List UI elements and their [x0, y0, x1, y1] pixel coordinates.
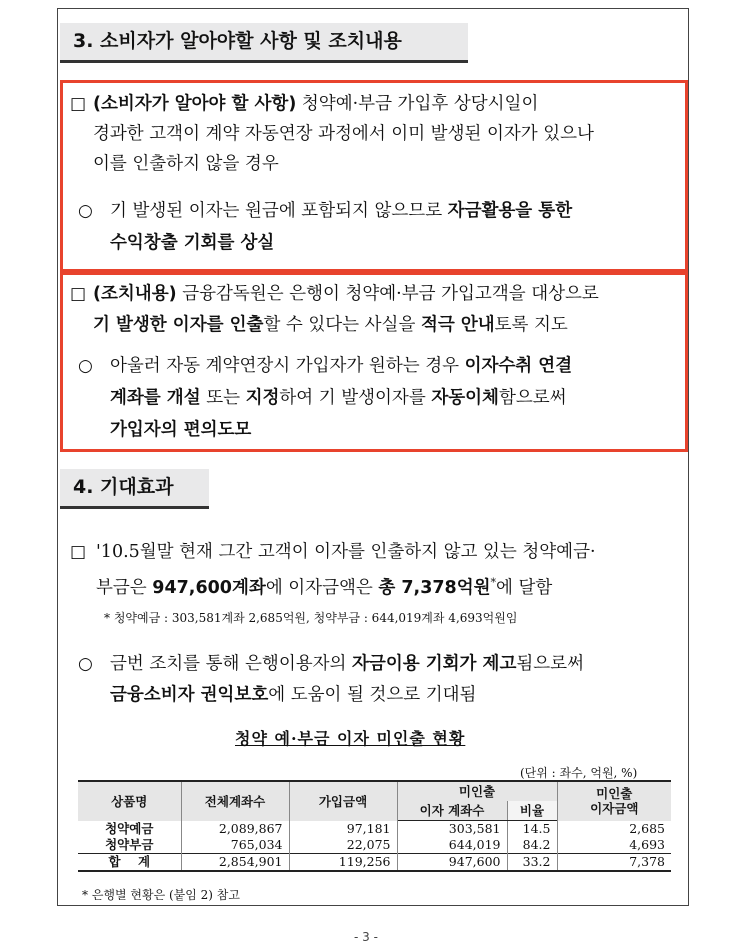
table-footnote: * 은행별 현황은 (붙임 2) 참고 — [82, 888, 240, 902]
cell-total: 2,854,901 — [181, 854, 289, 872]
cell-ratio: 84.2 — [507, 837, 557, 854]
action-sub-line-1: 아울러 자동 계약연장시 가입자가 원하는 경우 이자수취 연결 — [110, 356, 573, 376]
effect-sub-line-1: 금번 조치를 통해 은행이용자의 자금이용 기회가 제고됨으로써 — [110, 654, 584, 674]
cell-accounts: 947,600 — [397, 854, 507, 872]
circle-bullet-icon: ○ — [78, 356, 93, 376]
cell-amount: 22,075 — [289, 837, 397, 854]
effect-sub-line-2: 금융소비자 권익보호에 도움이 될 것으로 기대됨 — [110, 685, 477, 705]
cell-interest: 7,378 — [557, 854, 671, 872]
unwithdrawn-interest-table — [78, 780, 671, 872]
cell-name: 청약예금 — [78, 821, 181, 838]
consumer-notice-line-2: 경과한 고객이 계약 자동연장 과정에서 이미 발생된 이자가 있으나 — [93, 124, 594, 144]
header-total-accounts: 전체계좌수 — [181, 781, 289, 821]
table-row-total — [78, 854, 671, 872]
consumer-notice-sub-line-2: 수익창출 기회를 상실 — [110, 233, 275, 253]
circle-bullet-icon: ○ — [78, 201, 93, 221]
action-sub-line-2: 계좌를 개설 또는 지정하여 기 발생이자를 자동이체함으로써 — [110, 388, 567, 408]
cell-total: 765,034 — [181, 837, 289, 854]
header-ratio: 비율 — [507, 801, 557, 821]
header-amount: 가입금액 — [289, 781, 397, 821]
table-unit-note: (단위 : 좌수, 억원, %) — [520, 766, 638, 780]
cell-accounts: 644,019 — [397, 837, 507, 854]
table-title: 청약 예·부금 이자 미인출 현황 — [235, 729, 466, 748]
cell-interest: 4,693 — [557, 837, 671, 854]
table-row — [78, 821, 671, 838]
section-3-heading: 3. 소비자가 알아야할 사항 및 조치내용 — [60, 23, 468, 63]
header-product: 상품명 — [78, 781, 181, 821]
header-unwithdrawn-interest: 미인출 이자금액 — [557, 781, 671, 821]
cell-interest: 2,685 — [557, 821, 671, 838]
circle-bullet-icon: ○ — [78, 654, 93, 674]
cell-name: 합 계 — [78, 854, 181, 872]
consumer-notice-line-1: (소비자가 알아야 할 사항) 청약예·부금 가입후 상당시일이 — [93, 94, 539, 114]
action-line-1: (조치내용) 금융감독원은 은행이 청약예·부금 가입고객을 대상으로 — [93, 284, 599, 304]
consumer-notice-line-3: 이를 인출하지 않을 경우 — [93, 154, 279, 174]
cell-ratio: 14.5 — [507, 821, 557, 838]
cell-name: 청약부금 — [78, 837, 181, 854]
page-number: - 3 - — [354, 930, 378, 944]
cell-amount: 97,181 — [289, 821, 397, 838]
effect-line-2: 부금은 947,600계좌에 이자금액은 총 7,378억원*에 달함 — [96, 576, 553, 598]
square-bullet-icon: □ — [70, 284, 87, 304]
cell-total: 2,089,867 — [181, 821, 289, 838]
effect-note: * 청약예금 : 303,581계좌 2,685억원, 청약부금 : 644,019계좌 4,693억원임 — [104, 611, 518, 625]
table-row — [78, 837, 671, 854]
section-4-heading: 4. 기대효과 — [60, 469, 209, 509]
cell-ratio: 33.2 — [507, 854, 557, 872]
square-bullet-icon: □ — [70, 94, 87, 114]
header-unwithdrawn-group: 미인출 — [397, 781, 557, 801]
square-bullet-icon: □ — [70, 542, 87, 562]
cell-accounts: 303,581 — [397, 821, 507, 838]
header-unwithdrawn-accounts: 이자 계좌수 — [397, 801, 507, 821]
effect-line-1: '10.5월말 현재 그간 고객이 이자를 인출하지 않고 있는 청약예금· — [96, 542, 596, 562]
consumer-notice-sub-line-1: 기 발생된 이자는 원금에 포함되지 않으므로 자금활용을 통한 — [110, 201, 573, 221]
action-line-2: 기 발생한 이자를 인출할 수 있다는 사실을 적극 안내토록 지도 — [93, 315, 568, 335]
action-sub-line-3: 가입자의 편의도모 — [110, 420, 252, 440]
cell-amount: 119,256 — [289, 854, 397, 872]
